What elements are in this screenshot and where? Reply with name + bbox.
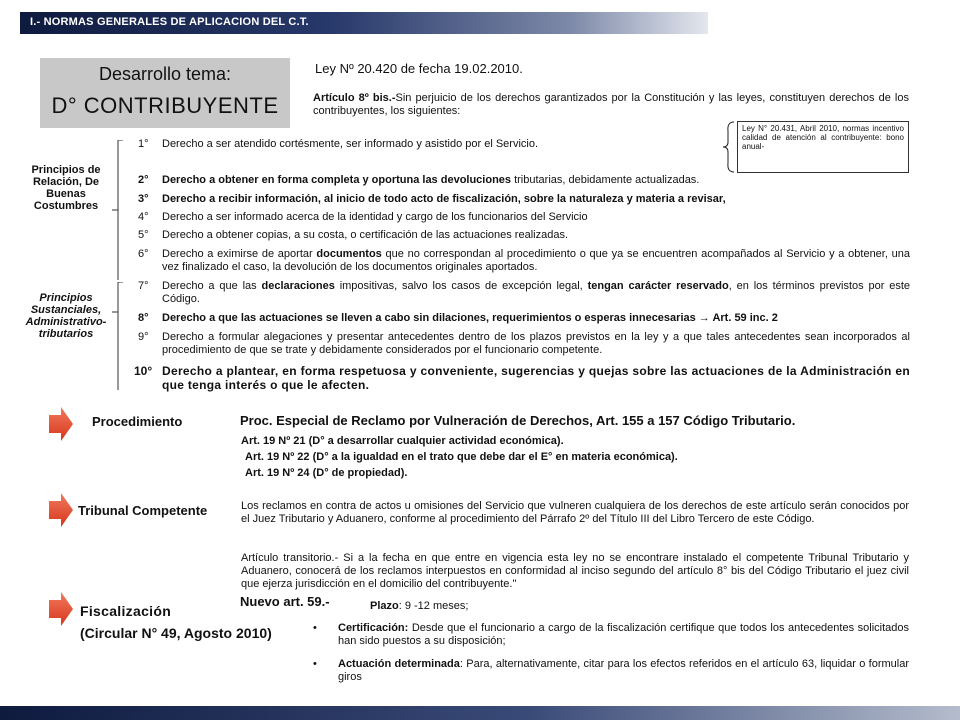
right-num: 5° <box>138 229 149 241</box>
section-label-tribunal: Tribunal Competente <box>78 503 208 518</box>
right-text: Derecho a eximirse de aportar <box>162 248 317 260</box>
bullet-text: : Para, alternativamente, citar para los efectos referidos en el artículo 63, liquidar o formular giros <box>338 658 909 683</box>
fiscalizacion-circular: (Circular N° 49, Agosto 2010) <box>80 625 272 641</box>
section-label-procedimiento: Procedimiento <box>92 414 183 429</box>
topic-title-box <box>40 58 290 128</box>
bullet-dot: • <box>313 658 317 670</box>
right-bold-text: tengan carácter reservado <box>587 280 729 292</box>
procedimiento-line: Art. 19 Nº 21 (D° a desarrollar cualquier actividad económica). <box>241 435 564 447</box>
right-text: Derecho a que las <box>162 280 262 292</box>
plazo-text: : 9 -12 meses; <box>398 600 469 612</box>
right-num: 8° <box>138 312 149 324</box>
right-item: Derecho a plantear, en forma respetuosa y conveniente, sugerencias y quejas sobre las actuaciones de la Administración en que tenga interés o que le afecten. <box>162 364 910 392</box>
section-label-fiscalizacion: Fiscalización <box>80 603 172 619</box>
fiscalizacion-plazo <box>370 600 468 612</box>
right-text: tributarias, debidamente actualizadas. <box>511 174 700 186</box>
right-num: 1° <box>138 138 149 150</box>
right-arrow-icon <box>49 592 73 626</box>
right-item: Derecho a que las actuaciones se lleven a cabo sin dilaciones, requerimientos o esperas innecesarias → Art. 59 inc. 2 <box>162 312 778 324</box>
right-item: Derecho a ser informado acerca de la identidad y cargo de los funcionarios del Servicio <box>162 211 588 223</box>
topic-subtitle: Desarrollo tema: <box>98 64 232 84</box>
law-article <box>313 92 909 118</box>
right-item <box>162 280 910 306</box>
right-num: 7° <box>138 280 149 292</box>
bullet-lead: Actuación determinada <box>338 658 460 670</box>
right-item: Derecho a ser atendido cortésmente, ser informado y asistido por el Servicio. <box>162 138 539 150</box>
right-num: 4° <box>138 211 149 223</box>
right-num: 2° <box>138 174 149 186</box>
topic-title: D° CONTRIBUYENTE <box>51 93 279 118</box>
procedimiento-heading: Proc. Especial de Reclamo por Vulneración de Derechos, Art. 155 a 157 Código Tributario. <box>240 413 796 428</box>
right-item: Derecho a obtener copias, a su costa, o certificación de las actuaciones realizadas. <box>162 229 569 241</box>
group-bracket-1 <box>112 140 124 280</box>
fiscalizacion-heading: Nuevo art. 59.- <box>240 594 330 609</box>
footer-bar <box>0 706 960 720</box>
tribunal-transitory: Artículo transitorio.- Si a la fecha en que entre en vigencia esta ley no se encontrare instalado el competente Tribunal Tributario y Aduanero, conocerá de los reclamos interpuestos en conformidad al inciso segundo del artículo 8° bis del Código Tributario el juez civil que ejerza jurisdicción en el domicilio del contribuyente." <box>241 552 909 590</box>
header-bar <box>20 12 708 34</box>
group-bracket-2 <box>112 282 124 390</box>
right-num: 9° <box>138 331 149 343</box>
right-arrow-icon <box>49 407 73 441</box>
article-lead: Artículo 8º bis.- <box>313 92 396 104</box>
bullet-text: Desde que el funcionario a cargo de la fiscalización certifique que todos los antecedentes solicitados han sido puestos a su disposición; <box>338 622 909 647</box>
procedimiento-line: Art. 19 Nº 22 (D° a la igualdad en el trato que debe dar el E° en materia económica). <box>245 451 678 463</box>
right-num: 10° <box>134 364 153 378</box>
right-item <box>162 248 910 274</box>
procedimiento-line: Art. 19 Nº 24 (D° de propiedad). <box>245 467 408 479</box>
right-item <box>162 174 910 187</box>
right-bold-text: declaraciones <box>261 280 335 292</box>
law-note-box: Ley N° 20.431, Abril 2010, normas incentivo calidad de atención al contribuyente: bono anual- <box>737 121 909 173</box>
right-text: que no correspondan al procedimiento o que ya se encuentren acompañados al Servicio y a obtener, una vez finalizado el caso, la devolución de los documentos originales aportados. <box>162 248 910 273</box>
right-item: Derecho a formular alegaciones y presentar antecedentes dentro de los plazos previstos en la ley y a que tales antecedentes sean incorporados al procedimiento de que se trate y debidamente considerados por el funcionario competente. <box>162 331 910 356</box>
fiscalizacion-bullet <box>338 658 909 684</box>
bullet-lead: Certificación: <box>338 622 409 634</box>
right-num: 6° <box>138 248 149 260</box>
law-heading: Ley Nº 20.420 de fecha 19.02.2010. <box>315 61 523 76</box>
fiscalizacion-bullet <box>338 622 909 648</box>
right-num: 3° <box>138 193 149 205</box>
header-title: I.- NORMAS GENERALES DE APLICACION DEL C.T. <box>30 16 309 28</box>
right-arrow-icon <box>49 493 73 527</box>
bullet-dot: • <box>313 622 317 634</box>
right-text: , en los términos previstos por este Código. <box>162 280 910 305</box>
group-label-sustanciales: Principios Sustanciales, Administrativo-tributarios <box>25 292 107 340</box>
right-bold-text: Derecho a obtener en forma completa y oportuna las devoluciones <box>162 174 512 186</box>
group-label-relacion: Principios de Relación, De Buenas Costumbres <box>31 164 101 212</box>
right-text: impositivas, salvo los casos de excepción legal, <box>334 280 588 292</box>
plazo-lead: Plazo <box>370 600 399 612</box>
right-bold-text: documentos <box>316 248 382 260</box>
tribunal-paragraph: Los reclamos en contra de actos u omisiones del Servicio que vulneren cualquiera de los derechos de este artículo serán conocidos por el Juez Tributario y Aduanero, conforme al procedimiento del Párrafo 2º del Título III del Libro Tercero de este Código. <box>241 500 909 525</box>
right-item: Derecho a recibir información, al inicio de todo acto de fiscalización, sobre la naturaleza y materia a revisar, <box>162 193 726 205</box>
article-text: Sin perjuicio de los derechos garantizados por la Constitución y las leyes, constituyen derechos de los contribuyentes, los siguientes: <box>313 92 909 117</box>
